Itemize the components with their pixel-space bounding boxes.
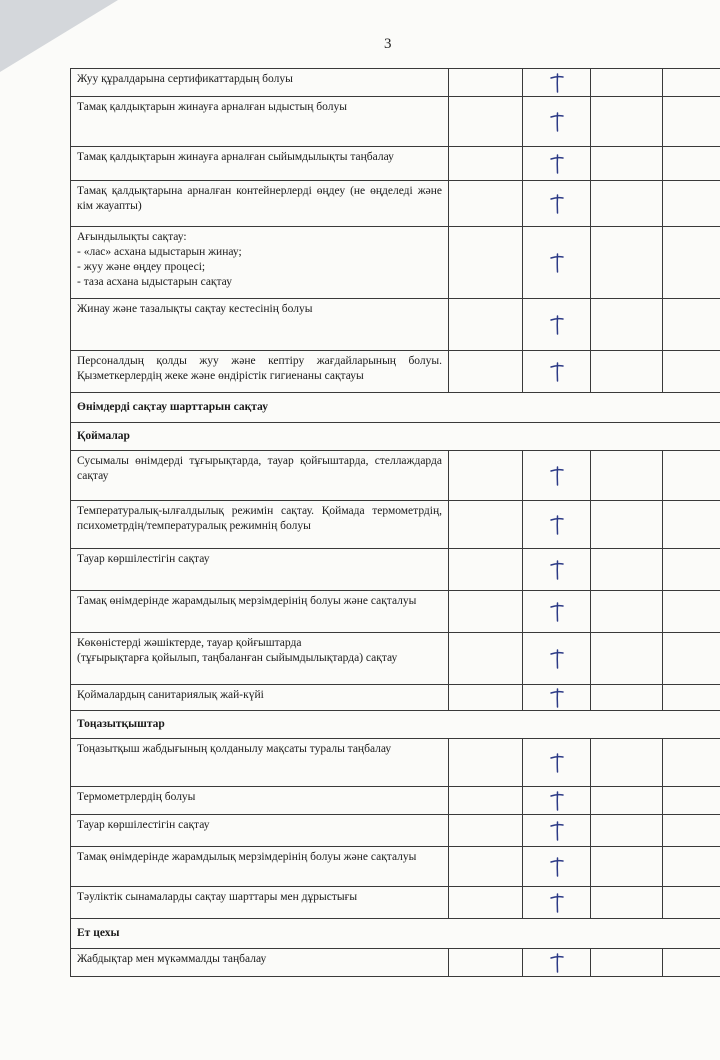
requirement-text [71,501,449,549]
checklist-row [71,147,720,181]
handwritten-plus-icon [548,465,566,487]
empty-mark-cell [449,351,523,393]
requirement-text [71,549,449,591]
empty-mark-cell [591,227,663,299]
empty-mark-cell [591,685,663,711]
checklist-row [71,633,720,685]
section-title [71,393,720,423]
empty-mark-cell [591,887,663,919]
requirement-text [71,97,449,147]
compliance-mark-cell [523,147,591,181]
compliance-mark-cell [523,549,591,591]
checklist-row [71,739,720,787]
empty-mark-cell [663,633,720,685]
compliance-mark-cell [523,181,591,227]
section-header-row [71,711,720,739]
empty-mark-cell [449,887,523,919]
requirement-text [71,451,449,501]
compliance-mark-cell [523,591,591,633]
checklist-table [70,68,720,977]
empty-mark-cell [663,351,720,393]
checklist-row [71,451,720,501]
empty-mark-cell [663,227,720,299]
compliance-mark-cell [523,451,591,501]
text-line: Тамақ өнімдерінде жарамдылық мерзімдерінің болуы және сақталуы [77,851,417,863]
text-line: Термометрлердің болуы [77,791,196,803]
text-line: - жуу және өңдеу процесі; [77,261,206,273]
empty-mark-cell [591,147,663,181]
compliance-mark-cell [523,949,591,977]
empty-mark-cell [449,787,523,815]
requirement-text [71,181,449,227]
requirement-text [71,739,449,787]
empty-mark-cell [663,549,720,591]
checklist-row [71,299,720,351]
empty-mark-cell [591,69,663,97]
empty-mark-cell [449,633,523,685]
compliance-mark-cell [523,787,591,815]
section-header-row [71,423,720,451]
empty-mark-cell [449,815,523,847]
empty-mark-cell [591,451,663,501]
compliance-mark-cell [523,633,591,685]
text-line: Жинау және тазалықты сақтау кестесінің болуы [77,303,313,315]
empty-mark-cell [663,847,720,887]
text-line: Температуралық-ылғалдылық режимін сақтау. Қоймада термометрдің, психометрдің/температуралық режимнің болуы [77,505,442,532]
compliance-mark-cell [523,685,591,711]
handwritten-plus-icon [548,514,566,536]
empty-mark-cell [449,591,523,633]
text-line: Көкөністерді жәшіктерде, тауар қойғыштарда [77,637,302,649]
empty-mark-cell [449,97,523,147]
checklist-row [71,787,720,815]
handwritten-plus-icon [548,559,566,581]
empty-mark-cell [449,685,523,711]
handwritten-plus-icon [548,193,566,215]
text-line: Өнімдерді сақтау шарттарын сақтау [77,401,268,413]
handwritten-plus-icon [548,856,566,878]
empty-mark-cell [449,69,523,97]
requirement-text [71,685,449,711]
checklist-row [71,685,720,711]
requirement-text [71,591,449,633]
requirement-text [71,787,449,815]
handwritten-plus-icon [548,892,566,914]
text-line: Тамақ қалдықтарына арналған контейнерлерді өңдеу (не өңделеді және кім жауапты) [77,185,442,212]
compliance-mark-cell [523,501,591,549]
checklist-row [71,847,720,887]
compliance-mark-cell [523,887,591,919]
empty-mark-cell [591,787,663,815]
empty-mark-cell [663,181,720,227]
text-line: Тамақ қалдықтарын жинауға арналған ыдыстың болуы [77,101,347,113]
handwritten-plus-icon [548,314,566,336]
requirement-text [71,147,449,181]
empty-mark-cell [591,815,663,847]
empty-mark-cell [449,147,523,181]
checklist-row [71,549,720,591]
handwritten-plus-icon [548,153,566,175]
compliance-mark-cell [523,847,591,887]
empty-mark-cell [663,787,720,815]
text-line: Тоңазытқыш жабдығының қолданылу мақсаты туралы таңбалау [77,743,392,755]
text-line: Персоналдың қолды жуу және кептіру жағдайларының болуы. Қызметкерлердің жеке және өндірістік гигиенаны сақтауы [77,355,442,382]
empty-mark-cell [663,501,720,549]
handwritten-plus-icon [548,752,566,774]
empty-mark-cell [663,97,720,147]
section-title [71,711,720,739]
checklist-row [71,591,720,633]
checklist-row [71,949,720,977]
handwritten-plus-icon [548,790,566,812]
checklist-row [71,181,720,227]
text-line: (тұғырықтарға қойылып, таңбаланған сыйымдылықтарда) сақтау [77,652,398,664]
empty-mark-cell [663,685,720,711]
section-title [71,919,720,949]
empty-mark-cell [449,501,523,549]
empty-mark-cell [449,451,523,501]
page-corner-fold [0,0,118,72]
requirement-text [71,815,449,847]
empty-mark-cell [663,451,720,501]
empty-mark-cell [591,591,663,633]
handwritten-plus-icon [548,72,566,94]
handwritten-plus-icon [548,952,566,974]
empty-mark-cell [591,97,663,147]
empty-mark-cell [663,739,720,787]
checklist-row [71,501,720,549]
text-line: Тәуліктік сынамаларды сақтау шарттары мен дұрыстығы [77,891,358,903]
text-line: Сусымалы өнімдерді тұғырықтарда, тауар қойғыштарда, стеллаждарда сақтау [77,455,442,482]
requirement-text [71,949,449,977]
text-line: Қоймалар [77,430,130,442]
text-line: Тауар көршілестігін сақтау [77,819,210,831]
requirement-text [71,299,449,351]
text-line: Тамақ қалдықтарын жинауға арналған сыйымдылықты таңбалау [77,151,394,163]
empty-mark-cell [591,549,663,591]
text-line: Жабдықтар мен мүкәммалды таңбалау [77,953,267,965]
requirement-text [71,351,449,393]
text-line: - «лас» асхана ыдыстарын жинау; [77,246,242,258]
checklist-row [71,351,720,393]
empty-mark-cell [449,299,523,351]
empty-mark-cell [663,147,720,181]
section-header-row [71,393,720,423]
empty-mark-cell [591,351,663,393]
handwritten-plus-icon [548,820,566,842]
empty-mark-cell [663,591,720,633]
empty-mark-cell [449,181,523,227]
checklist-row [71,815,720,847]
requirement-text [71,633,449,685]
empty-mark-cell [449,949,523,977]
section-header-row [71,919,720,949]
requirement-text [71,227,449,299]
compliance-mark-cell [523,69,591,97]
empty-mark-cell [591,633,663,685]
empty-mark-cell [663,887,720,919]
empty-mark-cell [449,847,523,887]
text-line: Тамақ өнімдерінде жарамдылық мерзімдерінің болуы және сақталуы [77,595,417,607]
handwritten-plus-icon [548,601,566,623]
handwritten-plus-icon [548,252,566,274]
empty-mark-cell [591,739,663,787]
requirement-text [71,69,449,97]
handwritten-plus-icon [548,111,566,133]
page-number: 3 [384,36,392,52]
compliance-mark-cell [523,97,591,147]
handwritten-plus-icon [548,687,566,709]
checklist-row [71,97,720,147]
checklist-row [71,69,720,97]
empty-mark-cell [663,69,720,97]
compliance-mark-cell [523,739,591,787]
handwritten-plus-icon [548,361,566,383]
text-line: Тоңазытқыштар [77,718,165,730]
empty-mark-cell [449,227,523,299]
empty-mark-cell [663,949,720,977]
empty-mark-cell [591,949,663,977]
empty-mark-cell [449,549,523,591]
compliance-mark-cell [523,351,591,393]
compliance-mark-cell [523,299,591,351]
requirement-text [71,847,449,887]
section-title [71,423,720,451]
empty-mark-cell [663,299,720,351]
empty-mark-cell [591,501,663,549]
empty-mark-cell [591,299,663,351]
text-line: Ет цехы [77,927,120,939]
requirement-text [71,887,449,919]
text-line: Қоймалардың санитариялық жай-күйі [77,689,264,701]
handwritten-plus-icon [548,648,566,670]
empty-mark-cell [591,181,663,227]
text-line: - таза асхана ыдыстарын сақтау [77,276,232,288]
empty-mark-cell [449,739,523,787]
empty-mark-cell [591,847,663,887]
text-line: Ағындылықты сақтау: [77,231,187,243]
text-line: Тауар көршілестігін сақтау [77,553,210,565]
compliance-mark-cell [523,815,591,847]
text-line: Жуу құралдарына сертификаттардың болуы [77,73,293,85]
checklist-row [71,227,720,299]
empty-mark-cell [663,815,720,847]
checklist-row [71,887,720,919]
compliance-mark-cell [523,227,591,299]
